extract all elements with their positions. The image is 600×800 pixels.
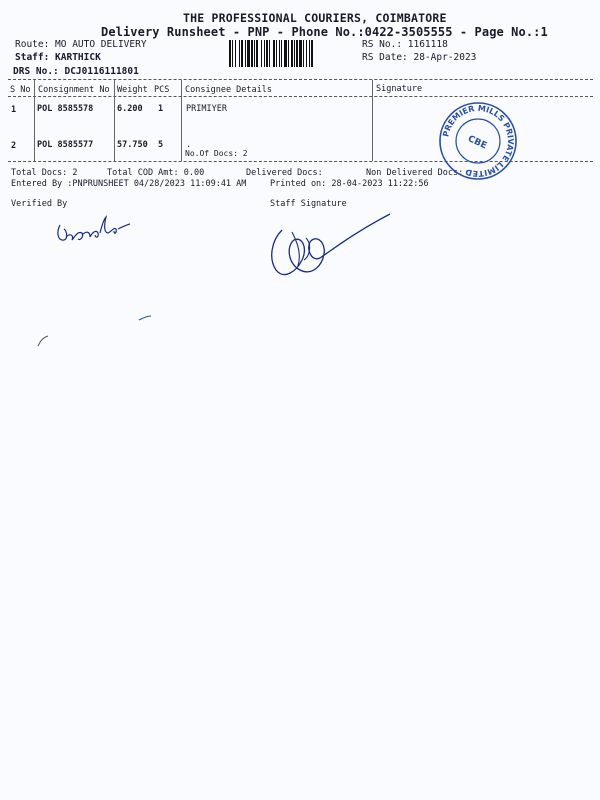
- row1-weight: 6.200: [117, 104, 143, 114]
- row2-consignee: .: [186, 140, 192, 150]
- verified-signature: [52, 207, 132, 247]
- entered-by: Entered By :PNPRUNSHEET 04/28/2023 11:09:41 AM: [11, 179, 247, 189]
- header-consignment: Consignment No: [38, 85, 110, 95]
- delivered-docs: Delivered Docs:: [246, 168, 323, 178]
- pen-mark: [36, 334, 50, 348]
- row2-pcs: 5: [158, 140, 164, 150]
- rs-number: RS No.: 1161118: [362, 39, 448, 50]
- runsheet-subtitle: Delivery Runsheet - PNP - Phone No.:0422-3505555 - Page No.:1: [101, 25, 548, 39]
- table-header-rule: [8, 96, 593, 97]
- row1-consignment: POL 8585578: [37, 104, 94, 114]
- staff-label: Staff: KARTHICK: [15, 52, 101, 63]
- table-top-rule: [8, 79, 593, 80]
- row2-weight: 57.750: [117, 140, 148, 150]
- staff-signature: [262, 210, 397, 285]
- row2-doc-count: No.Of Docs: 2: [185, 149, 248, 158]
- row1-sno: 1: [11, 105, 17, 115]
- header-consignee: Consignee Details: [185, 85, 272, 95]
- printed-on: Printed on: 28-04-2023 11:22:56: [270, 179, 429, 189]
- company-title: THE PROFESSIONAL COURIERS, COIMBATORE: [183, 11, 447, 25]
- header-sno: S No: [10, 85, 31, 95]
- row2-consignment: POL 8585577: [37, 140, 94, 150]
- verified-by-label: Verified By: [11, 199, 68, 209]
- total-cod: Total COD Amt: 0.00: [107, 168, 205, 178]
- header-signature: Signature: [376, 84, 423, 94]
- barcode: [229, 40, 352, 67]
- stamp-ring-text: PREMIER MILLS PRIVATE LIMITED: [441, 103, 516, 179]
- row2-sno: 2: [11, 141, 17, 151]
- col-divider: [181, 80, 182, 161]
- header-pcs: PCS: [154, 85, 170, 95]
- company-stamp: [437, 100, 519, 182]
- pen-mark: [138, 314, 152, 322]
- drs-number: DRS No.: DCJ0116111801: [13, 66, 139, 77]
- non-delivered-docs: Non Delivered Docs:: [366, 168, 464, 178]
- row1-consignee: PRIMIYER: [186, 104, 227, 114]
- rs-date: RS Date: 28-Apr-2023: [362, 52, 477, 63]
- total-docs: Total Docs: 2: [11, 168, 78, 178]
- stamp-center-text: CBE: [466, 134, 489, 152]
- staff-signature-label: Staff Signature: [270, 199, 347, 209]
- row1-pcs: 1: [158, 104, 164, 114]
- route-label: Route: MO AUTO DELIVERY: [15, 39, 147, 50]
- col-divider: [34, 80, 35, 161]
- col-divider: [372, 80, 373, 161]
- col-divider: [114, 80, 115, 161]
- header-weight: Weight: [117, 85, 148, 95]
